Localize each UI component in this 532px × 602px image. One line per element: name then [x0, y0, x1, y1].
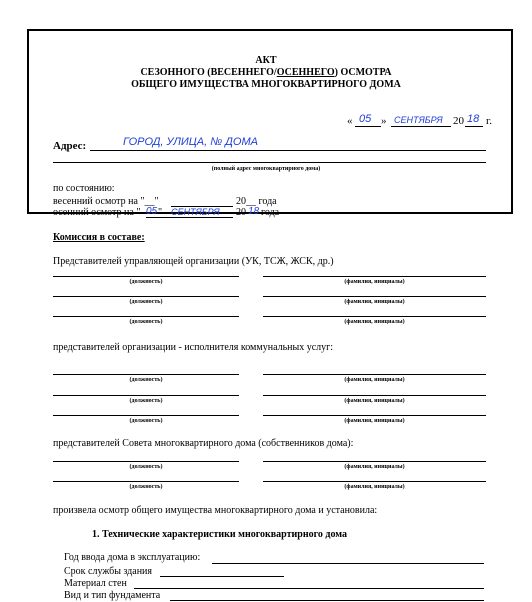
position-line: [53, 395, 239, 396]
position-caption: (должность): [129, 377, 163, 383]
subtitle-post: ) ОСМОТРА: [334, 67, 392, 78]
foundation-type-line: [170, 600, 484, 601]
act-subtitle-line1: [0, 67, 532, 78]
wall-material-line: [134, 588, 484, 589]
position-line: [53, 374, 239, 375]
autumn-year-suffix: года: [261, 207, 280, 218]
commission-heading: Комиссия в составе:: [53, 232, 145, 243]
section1-heading: 1. Технические характеристики многоквартирного дома: [92, 529, 348, 540]
act-title: АКТ: [255, 55, 277, 66]
autumn-month-line: [146, 217, 233, 218]
date-close-quote: »: [381, 115, 387, 127]
date-day-value: 05: [359, 113, 372, 125]
autumn-day-value: 05: [146, 206, 158, 217]
act-subtitle-line2: ОБЩЕГО ИМУЩЕСТВА МНОГОКВАРТИРНОГО ДОМА: [131, 79, 401, 90]
name-caption: (фамилия, инициалы): [344, 319, 405, 325]
conclusion-text: произвела осмотр общего имущества многоквартирного дома и установила:: [53, 505, 378, 516]
position-caption: (должность): [129, 464, 163, 470]
name-line: [263, 316, 486, 317]
wall-material-label: Материал стен: [64, 578, 127, 589]
position-line: [53, 461, 239, 462]
position-line: [53, 316, 239, 317]
position-caption: (должность): [129, 484, 163, 490]
subtitle-autumn: ОСЕННЕГО: [276, 67, 335, 78]
date-month-value: СЕНТЯБРЯ: [394, 115, 443, 125]
name-line: [263, 395, 486, 396]
foundation-type-label: Вид и тип фундамента: [64, 590, 161, 601]
group-council-label: представителей Совета многоквартирного дома (собственников дома):: [53, 438, 354, 449]
name-caption: (фамилия, инициалы): [344, 464, 405, 470]
autumn-year-prefix: 20: [236, 207, 246, 218]
date-year-line: [465, 126, 483, 127]
position-caption: (должность): [129, 398, 163, 404]
spring-inspection-label: весенний осмотр на "__": [53, 196, 159, 207]
date-month-line: [391, 126, 451, 127]
service-life-label: Срок службы здания: [64, 566, 153, 577]
date-year-value: 18: [467, 113, 480, 125]
name-line: [263, 374, 486, 375]
group-utility-label: представителей организации - исполнителя коммунальных услуг:: [53, 342, 334, 353]
date-day-line: [355, 126, 381, 127]
name-line: [263, 296, 486, 297]
position-line: [53, 415, 239, 416]
name-caption: (фамилия, инициалы): [344, 279, 405, 285]
name-line: [263, 481, 486, 482]
status-label: по состоянию:: [53, 183, 115, 194]
name-line: [263, 415, 486, 416]
autumn-year-value: 18: [248, 206, 260, 217]
name-line: [263, 276, 486, 277]
date-year-prefix: 20: [453, 115, 464, 127]
name-caption: (фамилия, инициалы): [344, 398, 405, 404]
name-line: [263, 461, 486, 462]
position-line: [53, 481, 239, 482]
position-caption: (должность): [129, 319, 163, 325]
autumn-inspection-label: осенний осмотр на ": [53, 207, 141, 218]
position-line: [53, 276, 239, 277]
position-caption: (должность): [129, 418, 163, 424]
position-caption: (должность): [129, 279, 163, 285]
date-open-quote: «: [347, 115, 353, 127]
address-caption: (полный адрес многоквартирного дома): [211, 166, 321, 172]
group-management-label: Представителей управляющей организации (УК, ТСЖ, ЖСК, др.): [53, 256, 334, 267]
autumn-month-value: СЕНТЯБРЯ: [171, 207, 220, 217]
address-line-1: [90, 150, 486, 151]
service-life-line: [160, 576, 284, 577]
name-caption: (фамилия, инициалы): [344, 299, 405, 305]
spring-inspection-year: 20__ года: [236, 196, 277, 207]
address-value: ГОРОД, УЛИЦА, № ДОМА: [123, 136, 258, 148]
commissioning-year-line: [212, 563, 484, 564]
commissioning-year-label: Год ввода дома в эксплуатацию:: [64, 552, 201, 563]
name-caption: (фамилия, инициалы): [344, 418, 405, 424]
name-caption: (фамилия, инициалы): [344, 377, 405, 383]
subtitle-pre: СЕЗОННОГО (ВЕСЕННЕГО/: [140, 67, 277, 78]
position-line: [53, 296, 239, 297]
address-line-2: [53, 162, 486, 163]
autumn-close-quote: ": [158, 207, 163, 218]
position-caption: (должность): [129, 299, 163, 305]
address-label: Адрес:: [53, 140, 87, 152]
date-year-suffix: г.: [486, 115, 493, 127]
name-caption: (фамилия, инициалы): [344, 484, 405, 490]
